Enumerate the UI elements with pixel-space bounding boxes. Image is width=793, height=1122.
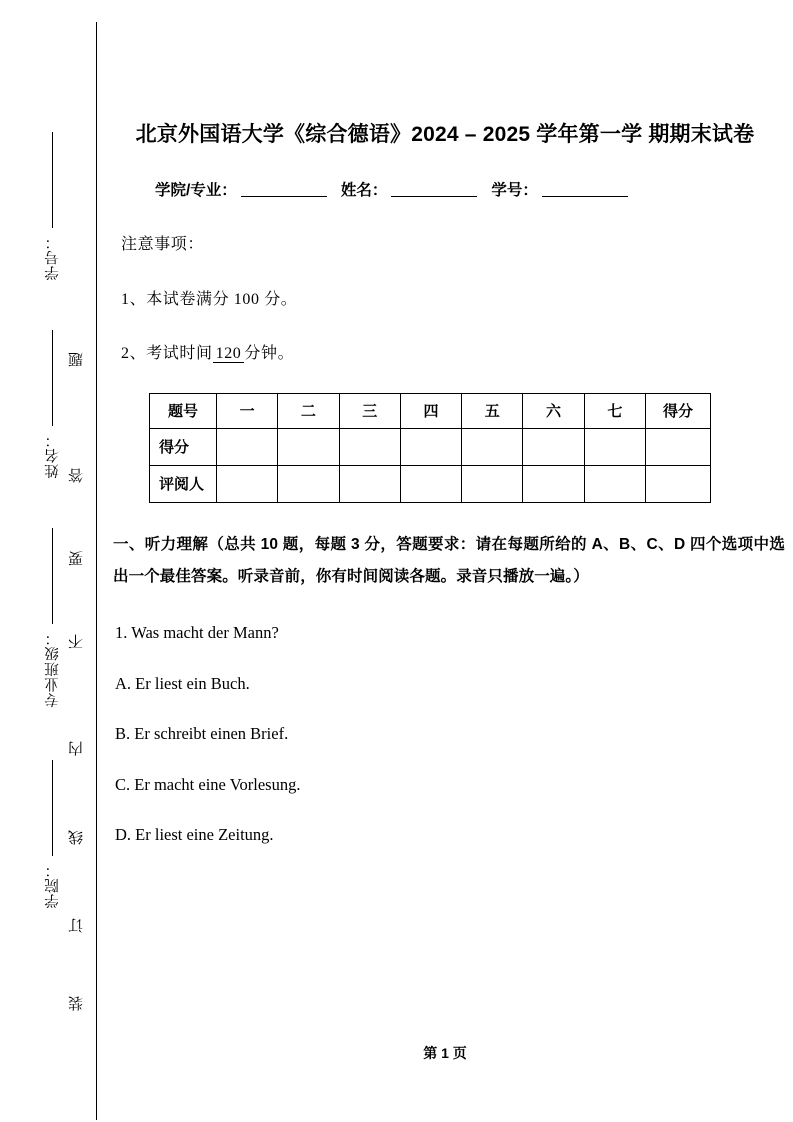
reviewer-cell-total[interactable]: [646, 465, 711, 502]
score-cell[interactable]: [278, 428, 339, 465]
score-table-header-3: 三: [339, 393, 400, 428]
notes-heading: 注意事项：: [121, 236, 205, 254]
student-info-line: [97, 178, 793, 200]
college-major-field[interactable]: [241, 196, 327, 197]
note-item-2-prefix: 2、考试时间: [121, 345, 213, 363]
reviewer-cell[interactable]: [584, 465, 645, 502]
section-heading-listening: 一、听力理解（总共 10 题，每题 3 分，答题要求：请在每题所给的 A、B、C、D 四个选项中选出一个最佳答案。听录音前，你有时间阅读各题。录音只播放一遍。）: [113, 535, 785, 585]
reviewer-cell[interactable]: [400, 465, 461, 502]
margin-field-rule: [52, 330, 53, 426]
college-major-label: 学院/专业：: [155, 182, 237, 200]
score-cell[interactable]: [462, 428, 523, 465]
score-table-header-0: 题号: [150, 393, 217, 428]
reviewer-cell[interactable]: [217, 465, 278, 502]
name-field[interactable]: [391, 196, 477, 197]
score-row-label: 得分: [150, 428, 217, 465]
score-cell-total[interactable]: [646, 428, 711, 465]
page-title: [97, 0, 793, 152]
margin-field-student-id: [26, 132, 78, 281]
question-1-option-a[interactable]: A. Er liest ein Buch.: [115, 673, 250, 693]
note-item-1: 1、本试卷满分 100 分。: [121, 290, 298, 308]
margin-field-rule: [52, 132, 53, 228]
margin-field-label: 姓名：: [44, 432, 61, 479]
score-table-header-4: 四: [400, 393, 461, 428]
margin-field-label: 专业班级：: [44, 630, 61, 708]
margin-char-4: 不: [68, 634, 85, 649]
score-table-header-5: 五: [462, 393, 523, 428]
reviewer-cell[interactable]: [462, 465, 523, 502]
exam-paper-body: [97, 0, 793, 1122]
name-label: 姓名：: [340, 182, 388, 200]
reviewer-cell[interactable]: [523, 465, 584, 502]
exam-duration-value: 120: [213, 345, 245, 363]
question-1-option-d[interactable]: D. Er liest eine Zeitung.: [115, 825, 274, 845]
score-cell[interactable]: [339, 428, 400, 465]
page-title-line-1: 北京外国语大学《综合德语》2024 – 2025 学年第一学: [135, 123, 643, 146]
score-cell[interactable]: [400, 428, 461, 465]
margin-char-2: 答: [68, 468, 85, 483]
student-id-field[interactable]: [542, 196, 628, 197]
margin-field-rule: [52, 760, 53, 856]
question-1-option-b[interactable]: B. Er schreibt einen Brief.: [115, 724, 289, 744]
reviewer-cell[interactable]: [339, 465, 400, 502]
score-cell[interactable]: [217, 428, 278, 465]
margin-field-label: 学号：: [44, 234, 61, 281]
score-table-header-8: 得分: [646, 393, 711, 428]
score-table-header-1: 一: [217, 393, 278, 428]
reviewer-row-label: 评阅人: [150, 465, 217, 502]
margin-field-rule: [52, 528, 53, 624]
reviewer-cell[interactable]: [278, 465, 339, 502]
score-cell[interactable]: [523, 428, 584, 465]
binding-margin: [0, 0, 97, 1122]
score-table-header-2: 二: [278, 393, 339, 428]
margin-char-3: 要: [68, 551, 85, 566]
question-1-option-c[interactable]: C. Er macht eine Vorlesung.: [115, 774, 301, 794]
margin-field-label: 学院：: [44, 862, 61, 909]
score-table-header-7: 七: [584, 393, 645, 428]
score-table-header-6: 六: [523, 393, 584, 428]
margin-char-5: 内: [68, 741, 85, 756]
page-footer: 第 1 页: [423, 1045, 467, 1061]
page-title-line-2: 期期末试卷: [648, 123, 755, 146]
margin-char-6: 线: [68, 830, 85, 845]
score-cell[interactable]: [584, 428, 645, 465]
question-stem-1: 1. Was macht der Mann?: [115, 623, 279, 643]
margin-char-1: 题: [68, 352, 85, 367]
table-row: [150, 428, 711, 465]
score-table: [149, 393, 711, 503]
note-item-2-suffix: 分钟。: [244, 345, 295, 363]
note-item-2: [97, 343, 793, 365]
table-row-header: [150, 393, 711, 428]
student-id-label: 学号：: [491, 182, 538, 200]
margin-char-7: 订: [68, 918, 85, 933]
margin-char-8: 装: [68, 996, 85, 1011]
table-row: [150, 465, 711, 502]
